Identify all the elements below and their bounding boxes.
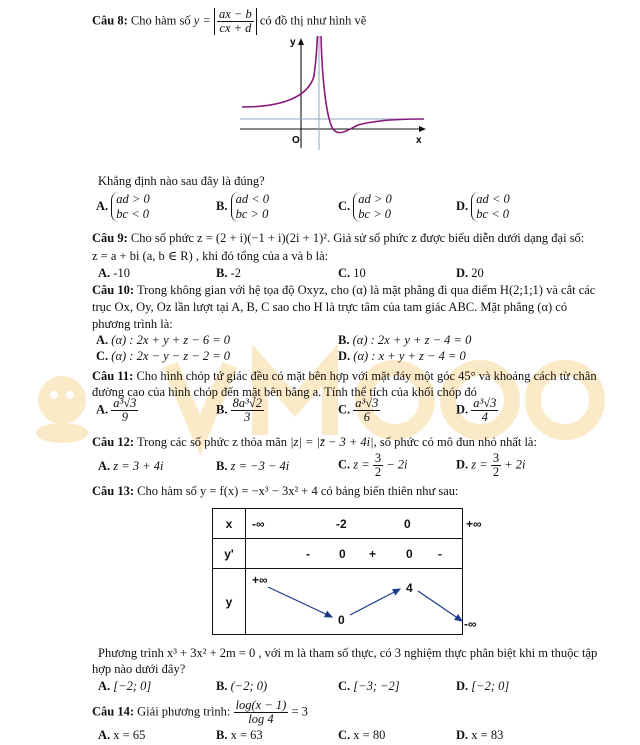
- q9-option-b: B. -2: [216, 266, 242, 280]
- arrow-decreasing-2: [418, 591, 462, 621]
- q9-line2: z = a + bi (a, b ∈ R) , khi đó tổng của a và b là:: [92, 249, 329, 263]
- q12-option-b: B. z = −3 − 4i: [216, 459, 290, 473]
- q9-option-c: C. 10: [338, 266, 366, 280]
- q8-option-d: D. ad < 0 bc < 0: [456, 192, 510, 221]
- q11-option-b: B. $\frac{\text{8a³√2}}{3}$: [216, 396, 262, 424]
- q10-option-b: B. (α) : 2x + y + z − 4 = 0: [338, 333, 472, 347]
- q12-option-c: C. z = $\frac{3}{2}$ − 2i: [338, 451, 408, 479]
- row-label-yprime: y': [213, 539, 246, 569]
- yprime-values-row: - 0 + 0 -: [246, 539, 463, 569]
- q9-option-a: A. -10: [98, 266, 130, 280]
- y-axis-arrow: [298, 38, 304, 45]
- q12-stem: Câu 12: Trong các số phức z thỏa mãn |z| = |z̄ − 3 + 4i|, số phức có mô đun nhỏ nhất là:: [92, 435, 537, 449]
- q8-function-y: y =: [193, 13, 211, 28]
- q8-option-b: B. ad < 0 bc > 0: [216, 192, 270, 221]
- q8-func-denominator: cx + d: [219, 21, 252, 35]
- q8-text-end: có đồ thị như hình vẽ: [259, 13, 367, 28]
- arrow-decreasing-1: [268, 587, 332, 617]
- q14-stem: Câu 14: Giải phương trình: $\frac{\log(x - 1)}{\log 4}$ = 3: [92, 698, 308, 726]
- q11-line2: đường cao của hình chóp đến mặt bên bằng a. Tính thể tích của khối chóp đó: [92, 385, 477, 399]
- q13-label: Câu 13:: [92, 484, 135, 498]
- x-values-row: -∞ -2 0 +∞: [246, 509, 463, 539]
- q13-option-d: D. [−2; 0]: [456, 679, 510, 693]
- x-axis-label: x: [416, 135, 422, 146]
- q14-denominator: log 4: [248, 712, 274, 726]
- q12-label: Câu 12:: [92, 435, 135, 449]
- q8-stem: [92, 8, 366, 35]
- mascot-icon: [36, 376, 88, 443]
- arrow-increasing: [350, 589, 400, 615]
- q10-label: Câu 10:: [92, 283, 135, 297]
- origin-label: O: [292, 135, 300, 146]
- q10-line3: phương trình là:: [92, 317, 173, 331]
- q14-numerator: log(x − 1): [235, 698, 287, 712]
- q11-line1: Câu 11: Cho hình chóp tứ giác đều có mặt bên hợp với mặt đáy một góc 45° và khoảng cách từ chân: [92, 369, 597, 383]
- q12-option-d: D. z = $\frac{3}{2}$ + 2i: [456, 451, 526, 479]
- q8-option-c: C. ad > 0 bc > 0: [338, 192, 392, 221]
- q13-option-c: C. [−3; −2]: [338, 679, 400, 693]
- row-label-y: y: [213, 569, 246, 635]
- q8-function-abs: [214, 8, 257, 35]
- q14-option-d: D. x = 83: [456, 728, 504, 742]
- q13-stem: Câu 13: Cho hàm số y = f(x) = −x³ − 3x² + 4 có bảng biến thiên như sau:: [92, 484, 459, 498]
- q10-option-c: C. (α) : 2x − y − z − 2 = 0: [96, 349, 231, 363]
- q14-option-a: A. x = 65: [98, 728, 146, 742]
- q14-rhs: = 3: [291, 704, 308, 719]
- q8-func-numerator: ax − b: [219, 7, 252, 21]
- q8-statement: Khẳng định nào sau đây là đúng?: [98, 174, 265, 188]
- q13-option-a: A. [−2; 0]: [98, 679, 152, 693]
- row-label-x: x: [213, 509, 246, 539]
- q11-label: Câu 11:: [92, 369, 134, 383]
- q11-option-d: D. $\frac{\text{a³√3}}{4}$: [456, 396, 497, 424]
- q12-condition: |z| = |z̄ − 3 + 4i|: [290, 435, 374, 449]
- q9-option-d: D. 20: [456, 266, 484, 280]
- q10-line1: Câu 10: Trong không gian với hệ tọa độ Oxyz, cho (α) là mặt phẳng đi qua điểm H(2;1;1) và cắt các: [92, 283, 596, 297]
- y-axis-label: y: [290, 37, 296, 48]
- q11-option-a: A. $\frac{\text{a³√3}}{9}$: [96, 396, 137, 424]
- q8-option-a: A. ad > 0 bc < 0: [96, 192, 150, 221]
- q11-option-c: C. $\frac{\text{a³√3}}{6}$: [338, 396, 379, 424]
- y-values-row: +∞ 0 4 -∞: [246, 569, 463, 635]
- variation-table: [212, 508, 482, 635]
- q8-label: Câu 8:: [92, 13, 128, 28]
- variation-arrows: [246, 569, 490, 635]
- q9-line1: Câu 9: Cho số phức z = (2 + i)(−1 + i)(2i + 1)². Giả sử số phức z được biểu diễn dưới dạng đại số:: [92, 231, 585, 245]
- q14-option-b: B. x = 63: [216, 728, 263, 742]
- q13-option-b: B. (−2; 0): [216, 679, 268, 693]
- q13-line1: Phương trình x³ + 3x² + 2m = 0 , với m là tham số thực, có 3 nghiệm thực phân biệt khi m thuộc tập: [98, 646, 598, 660]
- q14-option-c: C. x = 80: [338, 728, 386, 742]
- q14-label: Câu 14:: [92, 704, 135, 719]
- q12-option-a: A. z = 3 + 4i: [98, 459, 164, 473]
- curve-left-branch: [242, 36, 318, 107]
- q8-graph: [240, 36, 430, 150]
- q10-line2: trục Ox, Oy, Oz lần lượt tại A, B, C sao cho H là trực tâm của tam giác ABC. Mặt phẳng (α) có: [92, 300, 568, 314]
- q13-line2: hợp nào dưới đây?: [92, 662, 186, 676]
- q8-text: Cho hàm số: [130, 13, 191, 28]
- q10-option-a: A. (α) : 2x + y + z − 6 = 0: [96, 333, 231, 347]
- q9-label: Câu 9:: [92, 231, 128, 245]
- curve-right-branch: [321, 36, 424, 133]
- x-axis-arrow: [419, 126, 426, 132]
- q10-option-d: D. (α) : x + y + z − 4 = 0: [338, 349, 466, 363]
